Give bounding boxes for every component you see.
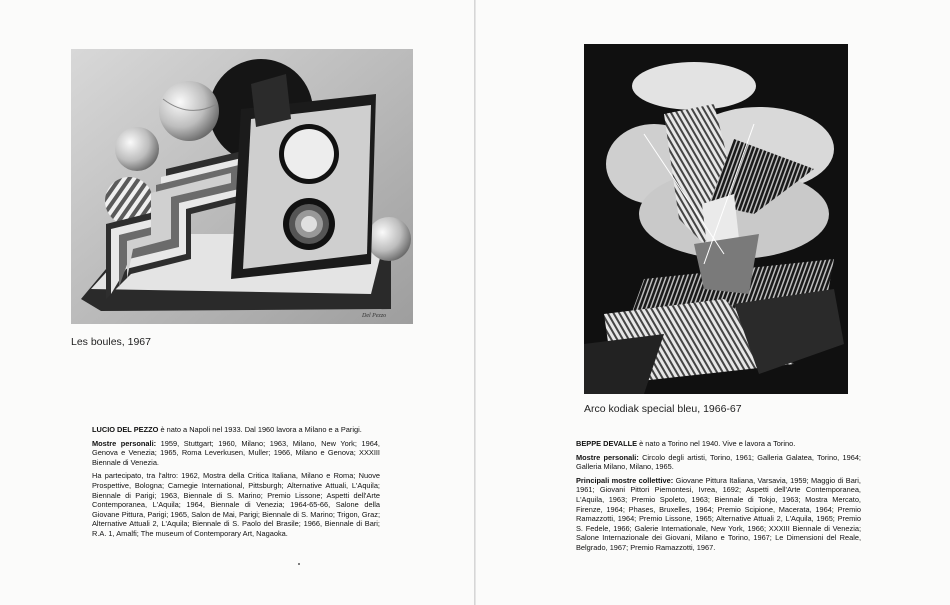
artwork-signature: Del Pezzo [362, 313, 387, 319]
solo-text: 1959, Stuttgart; 1960, Milano; 1963, Milano, New York; 1964, Genova e Venezia; 1965, Roma Leverkusen, Muller; 1966, Milano e Genova; XXXIII Biennale di Venezia. [92, 438, 380, 467]
artwork-les-boules [71, 49, 413, 324]
bio-intro: è nato a Napoli nel 1933. Dal 1960 lavora a Milano e a Parigi. [160, 425, 362, 434]
artist-name: LUCIO DEL PEZZO [92, 425, 159, 434]
bio-lucio-del-pezzo [92, 425, 380, 543]
artwork-les-boules-image [71, 49, 413, 324]
caption-les-boules: Les boules, 1967 [71, 336, 151, 348]
solo-label: Mostre personali: [92, 438, 157, 448]
artwork-arco-kodiak [584, 44, 848, 394]
bio-solo-paragraph [576, 453, 861, 472]
group-text: Ha partecipato, tra l'altro: 1962, Mostra della Critica Italiana, Milano e Roma; Nuove Prospettive, Bologna; Carnegie International, Pittsburgh; Alternative Attuali, L'Aquila; Biennale di Parigi; 1963, Biennale di S. Marino; Premio Lissone; Aspetti dell'Arte Contemporanea, L'Aquila; 1964, Biennale di Venezia; 1964-65-66, Salone della Giovane Pittura, Parigi; 1965, Salon de Mai, Parigi; Biennale di S. Marino; Trigon, Graz; Alternative Attuali 2, L'Aquila; Biennale di S. Paolo del Brasile; 1966, Biennale di Bari; R.A. 1, Amalfi; The museum of Contemporary Art, Nagaoka. [92, 471, 380, 538]
right-page [476, 0, 950, 605]
left-page [0, 0, 474, 605]
group-label: Principali mostre collettive: [576, 475, 674, 485]
artist-name: BEPPE DEVALLE [576, 439, 638, 448]
bio-group-paragraph [576, 476, 861, 553]
solo-text: Circolo degli artisti, Torino, 1961; Galleria Galatea, Torino, 1964; Galleria Milano, Milano, 1965. [576, 452, 861, 472]
page-dot-mark [298, 563, 300, 565]
solo-label: Mostre personali: [576, 452, 639, 462]
group-text: Giovane Pittura Italiana, Varsavia, 1959; Maggio di Bari, 1961; Giovani Pittori Piemontesi, Ivrea, 1692; Aspetti dell'Arte Contemporanea, L'Aquila, 1963; Premio Spoleto, 1963; Biennale di Tokjo, 1963; Mostra Mercato, Firenze, 1964; Phases, Bruxelles, 1964; Premio Scipione, Macerata, 1964; Premio Ramazzotti, 1964; Premio Lissone, 1965; Alternative Attuali 2, L'Aquila, 1965; Premio S. Fedele, 1966; Galerie Internationale, New York, 1966; XXXIII Biennale di Venezia; Salone Internazionale dei Giovani, Milano e Torino, 1967; Le Dimensioni del Reale, Belgrado, 1967; Premio Ramazzotti, 1967. [576, 475, 861, 552]
caption-arco-kodiak: Arco kodiak special bleu, 1966-67 [584, 403, 742, 415]
bio-group-paragraph [92, 471, 380, 538]
bio-intro: è nato a Torino nel 1940. Vive e lavora a Torino. [639, 439, 796, 448]
bio-intro-paragraph [576, 439, 861, 449]
bio-intro-paragraph [92, 425, 380, 435]
bio-solo-paragraph [92, 439, 380, 468]
bio-beppe-devalle [576, 439, 861, 557]
artwork-arco-kodiak-image [584, 44, 848, 394]
